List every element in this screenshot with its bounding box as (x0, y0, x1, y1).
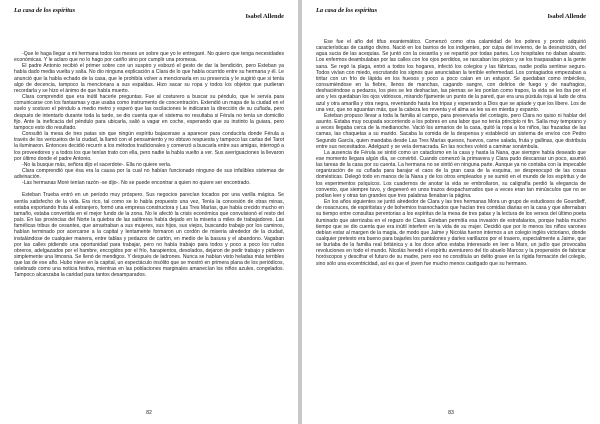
book-title: La casa de los espíritus (316, 7, 378, 14)
paragraph: Consultó la mesa de tres patas sin que ningún espíritu bajacerase a aparecer para conducirla donde Férula a través de los vericuetos de la ciudad, la llamó con el pensamiento y no obtuvo respuesta y tampoco las cartas del Tarot la iluminaron. Entonces decidió recurrir a los métodos tradicionales y comenzó a buscarla entre sus amigas, interrogó a los proveedores y a todos los que tenían trato con ella, pero nadie la había vuelto a ver. Sus averiguaciones la llevaron por último donde el padre Antonio. (14, 131, 284, 162)
page-body (14, 51, 284, 279)
book-title: La casa de los espíritus (14, 7, 76, 14)
paragraph: Esteban propuso llevar a toda la familia al campo, para preservarla del contagio, pero Clara no quiso ni hablar del asunto. Estaba muy ocupada socorriendo a los pobres en una labor que no tenía principio ni fin. Salía muy temprano y a veces llegaba cerca de la medianoche. Vació los armarios de la casa, quitó la ropa a los niños, las frazadas de las camas, las chaquetas a su marido. Sacaba la comida de la despensa y estableció un sistema de envíos con Pedro Segundo García, quien mandaba desde Las Tres Marías quesos, huevos, carne salada, fruta y gallinas, que distribuía entre sus necesitados. Adelgazó y se veía demacrada. En las noches volvió a caminar sonámbula. (316, 112, 586, 150)
paragraph: -Que le haga llegar a mi hermana todos los meses un sobre que yo le entregaré. No quiero que tenga necesidades económicas. Y le aclaro que no lo hago por cariño sino por cumplir una promesa. (14, 51, 284, 64)
left-page (0, 0, 298, 424)
paragraph: -Las hermanas Moré tenían razón -se dijo-. No se puede encontrar a quien no quiere ser encontrado. (22, 180, 251, 187)
paragraph: -No la busque más, señora dijo el sacerdote-. Ella no quiere verla. (22, 161, 172, 168)
paragraph: Clara comprendió que era inútil hacerle preguntas. Fue al costurero a buscar su péndulo, que le servía para comunicarse con los fantasmas y que usaba como instrumento de concentración. Extendió un mapa de la ciudad en el suelo y sostuvo el péndulo a medio metro y esperó que las oscilaciones le indicaran la dirección de su cuñada, pero después de intentarlo durante toda la tarde, se dio cuenta que el sistema no resultaba si Férula no tenía un domicilio fijo. Ante la ineficacia del péndulo para ubicarla, salió a vagar en coche, esperando que su instinto la guiara, pero tampoco esto dio resultado. (14, 94, 284, 131)
page-body (316, 39, 586, 267)
page-header (14, 7, 284, 33)
paragraph: Ese fue el año del tifus exantemático. Comenzó como otra calamidad de los pobres y pronto adquirió características de castigo divino. Nació en los barrios de los indigentes, por culpa del invierno, de la desnutrición, del agua sucia de las acequias. Se juntó con la cesantía y se repartió por todas partes. Los hospitales no daban abasto. Los enfermos deambulaban por las calles con los ojos perdidos, se rascaban los piojos y se los traspasaban a la gente sana. Se regó la plaga, entró a todos los hogares, infectó los colegios y las fábricas, nadie podía sentirse seguro. Todos vivían con miedo, escrutando los signos que anunciaban la terrible enfermedad. Los contagiados empezaban a tiritar con un frío de lápida en los huesos y poco a poco caían en un estupor. Se quedaban como imbéciles, consumiéndose en la fiebre, llenos de manchas, cagando sangre, con delirios de fuego y de naufragios, deshaciéndose a pedazos, los pies se les deshacían, las piernas se les ponían como trapos, la vida se les iba por el ano y les quedaban los ojos vidriosos, mirando fijamente un punto de la pared, que era una pústula roja al lado de otra azul y otra amarilla y otra negra, reventando hasta los tripas y esperando a Dios que se apiade y que los libere. Los de una vez, que no aguantan más, que la cabeza les reventa y el alma se les va en mierda y espanto. (316, 39, 586, 113)
page-header (316, 7, 586, 33)
right-page (302, 0, 600, 424)
page-number: 82 (146, 410, 152, 416)
paragraph: Clara comprendió que ésa era la causa por la cual no habían funcionado ninguno de sus infalibles sistemas de adivinación. (14, 167, 284, 181)
author-name: Isabel Allende (245, 13, 284, 20)
page-number: 83 (448, 410, 454, 416)
paragraph: El padre Antonio recibió el primer sobre con un suspiro y esbozó el gesto de dar la bendición, pero Esteban ya había dado media vuelta y salía. No dio ninguna explicación a Clara de lo que había ocurrido entre su hermana y él. Le anunció que la había echado de la casa, que le prohibía volver a mencionarla en su presencia y le sugirió que si tenía algo de decencia, tampoco la mencionara a sus espaldas. Hizo sacar su ropa y todos los objetos que pudieran recordarla y se hizo el ánimo de que había muerto. (14, 63, 284, 94)
paragraph: En los años siguientes se juntó alrededor de Clara y las tres hermanas Mora un grupo de estudiosos de Gourdieff, de rosacruces, de espiritistas y de bohemios trasnochados que hacían tres comidas diarias en la casa y que alternaban su tiempo entre consultas perentorias a los espíritus de la mesa de tres patas y la lectura de los versos del último poeta iluminado que aterrizaba en el regazo de Clara. Esteban permitía esa invasión de estrafalarios, porque había mucho tiempo que se dio cuenta que era inútil interferir en la vida de su mujer. Decidió que por lo menos los niños varones debían estar al margen de la magia, de modo que Jaime y Nicolás fueron internos a un colegio inglés victoriano, donde cualquier pretexto era bueno para bajarles los pantalones y darles varillazos por el trasero, especialmente a Jaime, que se burlaba de la familia real británica y a los doce años estaba interesado en leer a Marx, un judío que provocaba revoluciones en todo el mundo. Nicolás heredó el espíritu aventurero del tío abuelo Marcos y la propensión de fabricar horóscopos y descifrar el futuro de su madre, pero eso no constituía un delito grave en la rígida formación del colegio, sino sólo una excentricidad, así es que el joven fue mucho menos castigado que su hermano. (316, 199, 586, 267)
paragraph: La ausencia de Férula se sintió como un cataclismo en la casa y hasta la Nana, que siempre había deseado que ese momento llegara algún día, se convirtió. Cuando comenzó la primavera y Clara pudo descansar un poco, asumió las tareas de la casa por su cuenta. La hermana no se sintió en ninguna parte. Aunque ya no contaba con la impecable organización de su cuñada para barajar el caos de la gran casa de la esquina, se despreocupó de las cosas domésticas. Delegó todo en manos de la Nana y de los otros empleados y se sumió en el mundo de los espíritus y de los experimentos psíquicos. Los cuadernos de anotar la vida se embrollaron, su caligrafía perdió la elegancia de convento, que siempre tuvo, y degeneró en unos trazos despachurrados que a veces eran tan minúsculos que no se podían leer y otras tan grandes que tres palabras llenaban la página. (316, 149, 586, 199)
paragraph: Esteban Trueba entró en un período muy próspero. Sus negocios parecían tocados por una varilla mágica. Se sentía satisfecho de la vida. Era rico, tal como se lo había propuesto una vez, Tenía la concesión de otras minas, estaba exportando fruta al extranjero, formó una empresa constructora y Las Tres Marías, que había crecido mucho en tamaño, estaba convertida en el mejor fundo de la zona. No le afectó la crisis económica que convulsionó el resto del país. En las provincias del Norte la quiebra de las salitreras había dejado en la miseria a miles de trabajadores. Las famélicas tribus de cesantes, que arrastraban a sus mujeres, sus hijos, sus viejos, buscando trabajo por los caminos, habían terminado por acercarse a la capital y lentamente formaron un cordón de miseria alrededor de la ciudad, instalándose de cualquier manera, entre tablas y pedazos de cartón, en medio de la basura y el abandono. Vagaban por las calles pidiendo una oportunidad para trabajar, pero no había trabajo para todos y poco a poco los rudos obreros, adelgazados por el hambre, encogidos por el frío, harapientos, desolados, dejaron de pedir trabajo y pidieron simplemente una limosna. Se llenó de mendigos. Y después de ladrones. Nunca se habían visto heladas más terribles que las de ese año. Hubo nieve en la capital, un espectáculo insólito que se mostró en primera plana de los periódicos, celebrado como una noticia festiva, mientras en las poblaciones marginales amanecían los niños azules, congelados. Tampoco alcanzaba la caridad para tantos desamparados. (14, 192, 284, 279)
author-name: Isabel Allende (547, 13, 586, 20)
